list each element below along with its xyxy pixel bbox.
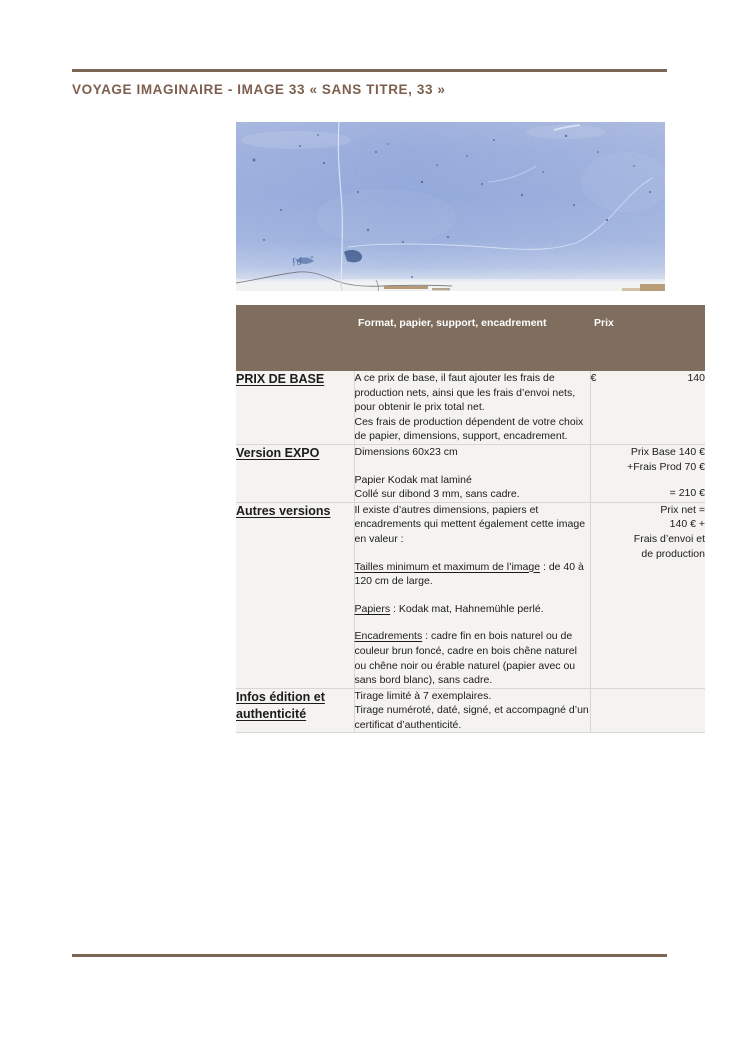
header-cell-description: Format, papier, support, encadrement	[354, 305, 590, 371]
spacer	[355, 460, 590, 473]
top-divider-rule	[72, 69, 667, 72]
sizes-value: : de 40 à 120 cm de large.	[354, 560, 584, 588]
row-price-cell	[590, 502, 705, 688]
price-base-line: 140 € +	[669, 518, 705, 531]
price-total-line: = 210 €	[669, 487, 705, 500]
spacer	[355, 616, 590, 629]
frames-label: Encadrements	[354, 630, 423, 643]
row-label-text: Autres versions	[236, 503, 331, 518]
row-description-cell	[354, 371, 590, 444]
row-label-cell	[236, 502, 354, 688]
mounting-line: Collé sur dibond 3 mm, sans cadre.	[354, 488, 520, 501]
price-shipping-line: Frais d’envoi et	[633, 532, 705, 545]
row-label-text: Version EXPO	[236, 445, 320, 460]
row-description-cell	[354, 502, 590, 688]
description-paragraph: A ce prix de base, il faut ajouter les frais de production nets, ainsi que les frais d’envoi nets, pour obtenir le prix total net.	[354, 372, 576, 414]
papers-paragraph	[355, 602, 590, 617]
row-label-text: PRIX DE BASE	[236, 372, 325, 386]
price-production-line: de production	[641, 547, 705, 560]
spacer	[355, 589, 590, 602]
row-description-cell	[354, 444, 590, 502]
table-header-row	[236, 305, 705, 371]
page-title: VOYAGE IMAGINAIRE - IMAGE 33 « SANS TITRE, 33 »	[72, 82, 446, 97]
price-row	[591, 371, 706, 386]
row-price-cell	[590, 688, 705, 733]
sizes-paragraph	[355, 560, 590, 589]
intro-paragraph: Il existe d’autres dimensions, papiers et encadrements qui mettent également cette image en valeur :	[354, 503, 586, 545]
table-row-prix-de-base	[236, 371, 705, 444]
spacer	[355, 547, 590, 560]
row-label-cell	[236, 444, 354, 502]
table-row-version-expo	[236, 444, 705, 502]
table-row-autres-versions	[236, 502, 705, 688]
spacer	[591, 474, 706, 486]
svg-text:ʄʅʃ: ʄʅʃ	[292, 256, 303, 266]
row-description-cell	[354, 688, 590, 733]
frames-value: : cadre fin en bois naturel ou de couleur brun foncé, cadre en bois chêne naturel ou chêne noir ou érable naturel (papier avec ou sans bord blanc), sans cadre.	[354, 630, 577, 687]
row-label-cell	[236, 688, 354, 733]
row-label-text: Infos édition et authenticité	[236, 689, 325, 721]
table-body	[236, 371, 705, 733]
row-price-cell	[590, 371, 705, 444]
price-base-line: Prix Base 140 €	[630, 445, 705, 458]
artwork-illustration	[236, 122, 665, 291]
artwork-image	[236, 122, 665, 291]
paper-line: Papier Kodak mat laminé	[354, 473, 472, 486]
row-label-cell	[236, 371, 354, 444]
sizes-label: Tailles minimum et maximum de l’image	[354, 560, 541, 573]
papers-label: Papiers	[354, 602, 391, 615]
bottom-divider-rule	[72, 954, 667, 957]
currency-symbol: €	[590, 372, 597, 384]
frames-paragraph	[355, 629, 590, 687]
price-table	[236, 305, 705, 733]
table-head	[236, 305, 705, 371]
papers-value: : Kodak mat, Hahnemühle perlé.	[390, 602, 544, 615]
price-production-line: +Frais Prod 70 €	[627, 460, 705, 473]
certificate-line: Tirage numéroté, daté, signé, et accompagné d’un certificat d’authenticité.	[354, 704, 589, 731]
description-paragraph: Ces frais de production dépendent de votre choix de papier, dimensions, support, encadrement.	[354, 415, 584, 443]
header-cell-label	[236, 305, 354, 371]
table-row-infos-edition	[236, 688, 705, 733]
edition-size-line: Tirage limité à 7 exemplaires.	[354, 689, 492, 702]
price-amount: 140	[687, 372, 705, 384]
header-cell-price: Prix	[590, 305, 705, 371]
price-net-line: Prix net =	[660, 503, 705, 516]
dimensions-line: Dimensions 60x23 cm	[354, 445, 458, 458]
row-price-cell	[590, 444, 705, 502]
